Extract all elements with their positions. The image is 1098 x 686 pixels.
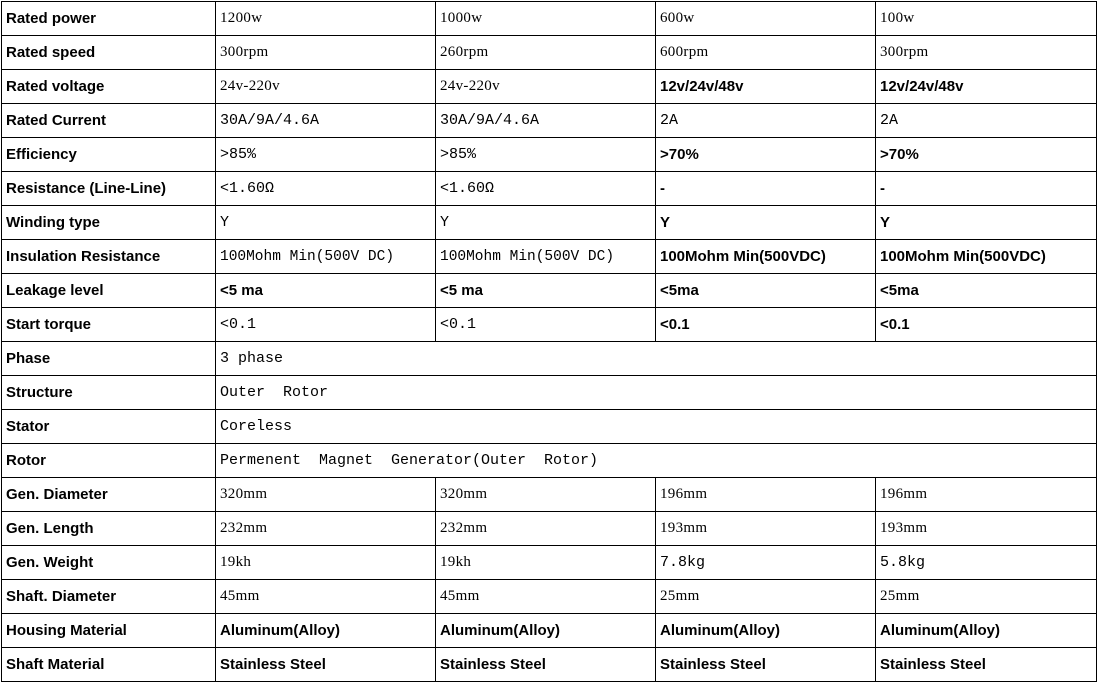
table-cell: 25mm <box>656 580 876 614</box>
table-cell: <5ma <box>656 274 876 308</box>
table-cell: 100Mohm Min(500V DC) <box>216 240 436 274</box>
table-row <box>2 580 1097 614</box>
row-label: Rated Current <box>2 104 216 138</box>
table-cell: Y <box>876 206 1097 240</box>
table-cell: <0.1 <box>436 308 656 342</box>
table-row <box>2 614 1097 648</box>
table-row <box>2 376 1097 410</box>
table-cell: <1.60Ω <box>436 172 656 206</box>
table-cell: Y <box>436 206 656 240</box>
table-cell: 19kh <box>216 546 436 580</box>
table-cell-merged: Outer Rotor <box>216 376 1097 410</box>
table-row <box>2 274 1097 308</box>
table-cell: 232mm <box>436 512 656 546</box>
table-cell: 25mm <box>876 580 1097 614</box>
table-cell: 300rpm <box>876 36 1097 70</box>
table-cell: Aluminum(Alloy) <box>436 614 656 648</box>
table-cell: <0.1 <box>216 308 436 342</box>
table-cell: 2A <box>656 104 876 138</box>
table-cell: 100Mohm Min(500VDC) <box>656 240 876 274</box>
table-row <box>2 512 1097 546</box>
table-cell: <5 ma <box>216 274 436 308</box>
table-row <box>2 2 1097 36</box>
row-label: Rated speed <box>2 36 216 70</box>
table-cell: Stainless Steel <box>216 648 436 682</box>
table-cell: <1.60Ω <box>216 172 436 206</box>
table-row <box>2 172 1097 206</box>
table-cell: 7.8kg <box>656 546 876 580</box>
table-row <box>2 240 1097 274</box>
table-cell: >85% <box>436 138 656 172</box>
table-cell-merged: Permenent Magnet Generator(Outer Rotor) <box>216 444 1097 478</box>
table-cell: 24v-220v <box>216 70 436 104</box>
row-label: Winding type <box>2 206 216 240</box>
table-cell: Aluminum(Alloy) <box>216 614 436 648</box>
table-row <box>2 444 1097 478</box>
table-cell: <0.1 <box>876 308 1097 342</box>
table-cell-merged: Coreless <box>216 410 1097 444</box>
row-label: Rated voltage <box>2 70 216 104</box>
row-label: Gen. Diameter <box>2 478 216 512</box>
row-label: Insulation Resistance <box>2 240 216 274</box>
table-row <box>2 648 1097 682</box>
table-cell: 5.8kg <box>876 546 1097 580</box>
table-row <box>2 206 1097 240</box>
table-cell: 12v/24v/48v <box>876 70 1097 104</box>
row-label: Gen. Weight <box>2 546 216 580</box>
table-cell: 232mm <box>216 512 436 546</box>
table-cell: 320mm <box>216 478 436 512</box>
table-cell: >70% <box>656 138 876 172</box>
table-cell: 1000w <box>436 2 656 36</box>
table-cell: 320mm <box>436 478 656 512</box>
table-cell: Stainless Steel <box>656 648 876 682</box>
table-row <box>2 138 1097 172</box>
table-row <box>2 70 1097 104</box>
row-label: Leakage level <box>2 274 216 308</box>
table-cell: 45mm <box>216 580 436 614</box>
table-cell: 12v/24v/48v <box>656 70 876 104</box>
table-row <box>2 36 1097 70</box>
row-label: Rotor <box>2 444 216 478</box>
table-cell: Y <box>656 206 876 240</box>
table-cell: <0.1 <box>656 308 876 342</box>
table-cell: 100w <box>876 2 1097 36</box>
table-cell: Stainless Steel <box>876 648 1097 682</box>
row-label: Phase <box>2 342 216 376</box>
table-cell: - <box>656 172 876 206</box>
table-cell: 24v-220v <box>436 70 656 104</box>
table-cell: 196mm <box>876 478 1097 512</box>
table-cell: 300rpm <box>216 36 436 70</box>
table-cell: 19kh <box>436 546 656 580</box>
table-cell: 30A/9A/4.6A <box>216 104 436 138</box>
table-cell: >70% <box>876 138 1097 172</box>
table-row <box>2 478 1097 512</box>
table-cell: 600rpm <box>656 36 876 70</box>
row-label: Start torque <box>2 308 216 342</box>
table-cell: Aluminum(Alloy) <box>656 614 876 648</box>
table-cell: <5 ma <box>436 274 656 308</box>
table-row <box>2 410 1097 444</box>
table-cell: Y <box>216 206 436 240</box>
table-cell: 45mm <box>436 580 656 614</box>
table-cell: >85% <box>216 138 436 172</box>
row-label: Shaft Material <box>2 648 216 682</box>
table-row <box>2 104 1097 138</box>
table-cell: Aluminum(Alloy) <box>876 614 1097 648</box>
table-cell: 193mm <box>876 512 1097 546</box>
row-label: Stator <box>2 410 216 444</box>
table-cell: 193mm <box>656 512 876 546</box>
table-cell: Stainless Steel <box>436 648 656 682</box>
table-cell: 2A <box>876 104 1097 138</box>
row-label: Rated power <box>2 2 216 36</box>
table-row <box>2 342 1097 376</box>
table-row <box>2 308 1097 342</box>
table-cell: 260rpm <box>436 36 656 70</box>
table-cell: 30A/9A/4.6A <box>436 104 656 138</box>
spec-table <box>1 1 1097 682</box>
table-cell: 100Mohm Min(500V DC) <box>436 240 656 274</box>
table-cell-merged: 3 phase <box>216 342 1097 376</box>
table-cell: 600w <box>656 2 876 36</box>
table-cell: <5ma <box>876 274 1097 308</box>
row-label: Housing Material <box>2 614 216 648</box>
row-label: Gen. Length <box>2 512 216 546</box>
table-cell: 100Mohm Min(500VDC) <box>876 240 1097 274</box>
row-label: Structure <box>2 376 216 410</box>
table-cell: - <box>876 172 1097 206</box>
row-label: Resistance (Line-Line) <box>2 172 216 206</box>
row-label: Efficiency <box>2 138 216 172</box>
table-row <box>2 546 1097 580</box>
table-cell: 196mm <box>656 478 876 512</box>
table-cell: 1200w <box>216 2 436 36</box>
row-label: Shaft. Diameter <box>2 580 216 614</box>
